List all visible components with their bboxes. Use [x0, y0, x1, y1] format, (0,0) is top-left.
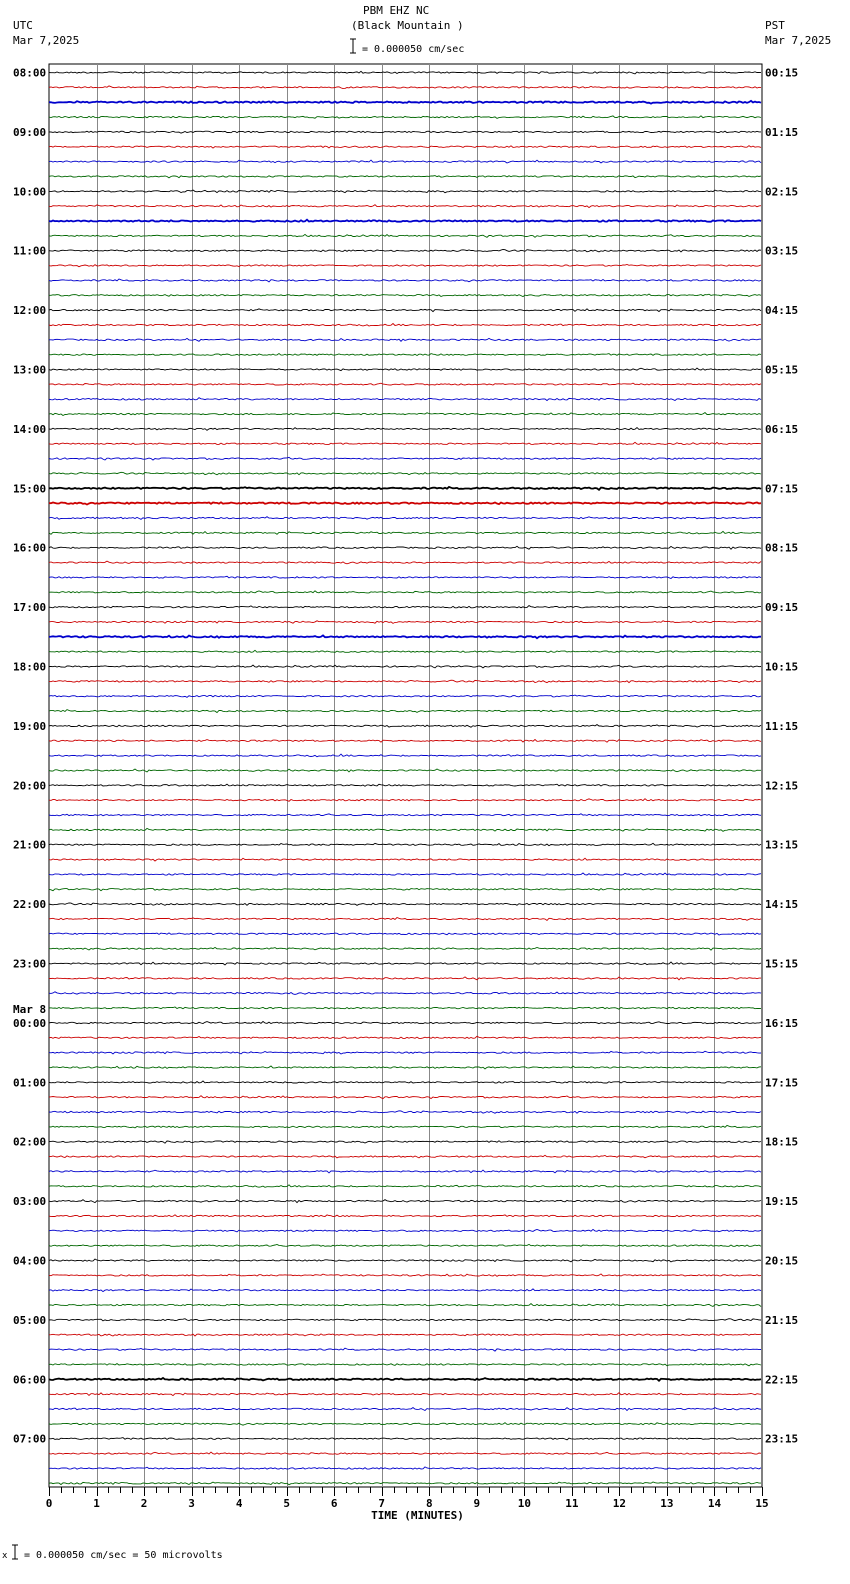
trace-line	[49, 368, 761, 371]
utc-hour-label: 20:00	[13, 779, 47, 793]
trace-line	[49, 1393, 761, 1396]
trace-line	[49, 1289, 761, 1292]
trace-line	[49, 1408, 761, 1411]
trace-line	[49, 1348, 761, 1351]
trace-line	[49, 1125, 761, 1128]
x-tick-label: 9	[473, 1497, 481, 1510]
pst-time-label: 10:15	[765, 660, 799, 674]
utc-hour-label: 09:00	[13, 125, 47, 139]
trace-line	[49, 1096, 761, 1099]
trace-line	[49, 294, 761, 297]
trace-line	[49, 843, 761, 845]
trace-line	[49, 576, 761, 578]
trace-line	[49, 1066, 761, 1069]
pst-time-label: 12:15	[765, 779, 799, 793]
right-date: Mar 7,2025	[765, 34, 832, 47]
trace-line	[49, 947, 761, 950]
trace-line	[49, 176, 761, 178]
utc-date-label: Mar 8	[13, 1002, 47, 1016]
pst-time-label: 09:15	[765, 601, 799, 615]
pst-time-label: 00:15	[765, 66, 799, 80]
trace-line	[49, 814, 761, 816]
utc-hour-label: 23:00	[13, 957, 47, 971]
trace-line	[49, 517, 761, 520]
footer-scale-text: = 0.000050 cm/sec = 50 microvolts	[24, 1550, 223, 1561]
utc-hour-label: 22:00	[13, 898, 47, 912]
utc-hour-label: 01:00	[13, 1076, 47, 1090]
trace-line	[49, 1036, 761, 1038]
trace-line	[49, 1007, 761, 1009]
trace-line	[49, 279, 761, 282]
trace-line	[49, 1022, 761, 1024]
trace-line	[49, 86, 761, 89]
utc-hour-label: 18:00	[13, 660, 47, 674]
x-tick-label: 15	[755, 1497, 769, 1510]
trace-line	[49, 487, 761, 490]
footer-prefix: x	[2, 1551, 8, 1561]
trace-line	[49, 442, 761, 444]
trace-line	[49, 1334, 761, 1336]
pst-time-label: 01:15	[765, 125, 799, 139]
trace-line	[49, 740, 761, 743]
trace-line	[49, 695, 761, 697]
trace-line	[49, 1364, 761, 1366]
trace-line	[49, 1274, 761, 1276]
x-tick-label: 5	[283, 1497, 290, 1510]
trace-line	[49, 799, 761, 802]
trace-line	[49, 621, 761, 624]
trace-line	[49, 324, 761, 327]
trace-line	[49, 338, 761, 341]
utc-hour-label: 02:00	[13, 1135, 47, 1149]
station-title: PBM EHZ NC	[363, 4, 430, 17]
pst-time-label: 02:15	[765, 185, 799, 199]
trace-line	[49, 1215, 761, 1217]
scale-text: = 0.000050 cm/sec	[362, 44, 465, 55]
trace-line	[49, 1482, 761, 1485]
x-tick-label: 1	[93, 1497, 100, 1510]
trace-line	[49, 398, 761, 401]
trace-line	[49, 309, 761, 312]
trace-line	[49, 146, 761, 148]
x-tick-label: 3	[188, 1497, 195, 1510]
trace-line	[49, 1051, 761, 1054]
trace-line	[49, 561, 761, 564]
trace-line	[49, 858, 761, 861]
x-tick-label: 7	[378, 1497, 386, 1510]
trace-line	[49, 131, 761, 133]
pst-time-label: 17:15	[765, 1076, 799, 1090]
trace-line	[49, 635, 761, 638]
x-tick-label: 0	[45, 1497, 53, 1510]
trace-line	[49, 1081, 761, 1083]
right-timezone: PST	[765, 19, 785, 32]
pst-time-label: 15:15	[765, 957, 799, 971]
trace-line	[49, 1141, 761, 1143]
left-date: Mar 7,2025	[13, 34, 80, 47]
trace-line	[49, 650, 761, 652]
pst-time-label: 03:15	[765, 244, 799, 258]
x-tick-label: 13	[660, 1497, 674, 1510]
pst-time-label: 16:15	[765, 1016, 799, 1030]
trace-line	[49, 413, 761, 416]
utc-hour-label: 12:00	[13, 304, 47, 318]
pst-time-label: 20:15	[765, 1254, 799, 1268]
trace-line	[49, 1467, 761, 1469]
pst-time-label: 07:15	[765, 482, 799, 496]
trace-line	[49, 977, 761, 980]
trace-line	[49, 1244, 761, 1246]
utc-hour-label: 04:00	[13, 1254, 47, 1268]
trace-line	[49, 1155, 761, 1158]
trace-line	[49, 531, 761, 534]
x-tick-label: 6	[330, 1497, 338, 1510]
trace-line	[49, 428, 761, 431]
trace-line	[49, 933, 761, 935]
utc-hour-label: 03:00	[13, 1195, 47, 1209]
trace-line	[49, 457, 761, 460]
utc-hour-label: 06:00	[13, 1373, 47, 1387]
trace-line	[49, 1170, 761, 1173]
x-tick-label: 8	[425, 1497, 433, 1510]
pst-time-label: 11:15	[765, 719, 799, 733]
trace-line	[49, 1200, 761, 1203]
trace-line	[49, 160, 761, 163]
trace-line	[49, 190, 761, 193]
trace-line	[49, 903, 761, 905]
x-axis-label: TIME (MINUTES)	[371, 1509, 464, 1522]
trace-line	[49, 606, 761, 608]
utc-hour-label: 21:00	[13, 838, 47, 852]
trace-line	[49, 1319, 761, 1321]
plot-frame	[49, 64, 762, 1487]
trace-line	[49, 472, 761, 474]
trace-line	[49, 710, 761, 713]
x-tick-label: 14	[707, 1497, 722, 1510]
pst-time-label: 23:15	[765, 1432, 799, 1446]
utc-hour-label: 16:00	[13, 541, 47, 555]
utc-hour-label: 07:00	[13, 1432, 47, 1446]
trace-line	[49, 502, 761, 504]
trace-line	[49, 962, 761, 965]
trace-line	[49, 1185, 761, 1188]
left-timezone: UTC	[13, 19, 33, 32]
trace-line	[49, 1423, 761, 1425]
trace-line	[49, 828, 761, 831]
pst-time-label: 04:15	[765, 304, 799, 318]
utc-hour-label: 05:00	[13, 1313, 47, 1327]
trace-line	[49, 383, 761, 385]
x-tick-label: 10	[517, 1497, 531, 1510]
trace-line	[49, 725, 761, 728]
utc-hour-label: 14:00	[13, 422, 47, 436]
trace-line	[49, 101, 761, 104]
trace-line	[49, 71, 761, 74]
utc-hour-label: 10:00	[13, 185, 47, 199]
pst-time-label: 19:15	[765, 1195, 799, 1209]
trace-line	[49, 784, 761, 786]
trace-line	[49, 1229, 761, 1232]
pst-time-label: 22:15	[765, 1373, 799, 1387]
trace-line	[49, 1259, 761, 1262]
trace-line	[49, 992, 761, 995]
trace-line	[49, 591, 761, 593]
trace-line	[49, 220, 761, 222]
trace-line	[49, 354, 761, 356]
trace-line	[49, 1378, 761, 1381]
trace-line	[49, 665, 761, 668]
pst-time-label: 21:15	[765, 1313, 799, 1327]
trace-line	[49, 754, 761, 757]
trace-line	[49, 234, 761, 237]
pst-time-label: 05:15	[765, 363, 799, 377]
utc-hour-label: 17:00	[13, 601, 47, 615]
footer-scale-bar-icon	[11, 1544, 19, 1560]
trace-line	[49, 250, 761, 252]
pst-time-label: 13:15	[765, 838, 799, 852]
utc-hour-label: 11:00	[13, 244, 47, 258]
utc-hour-label: 19:00	[13, 719, 47, 733]
trace-line	[49, 888, 761, 891]
utc-hour-label: 15:00	[13, 482, 47, 496]
trace-line	[49, 680, 761, 682]
utc-hour-label: 13:00	[13, 363, 47, 377]
x-tick-label: 12	[612, 1497, 627, 1510]
pst-time-label: 14:15	[765, 898, 799, 912]
trace-line	[49, 116, 761, 119]
trace-line	[49, 265, 761, 267]
trace-line	[49, 1452, 761, 1454]
x-tick-label: 2	[140, 1497, 148, 1510]
utc-hour-label: 00:00	[13, 1016, 47, 1030]
trace-line	[49, 205, 761, 208]
trace-line	[49, 769, 761, 772]
pst-time-label: 18:15	[765, 1135, 799, 1149]
x-tick-label: 4	[235, 1497, 243, 1510]
x-tick-label: 11	[565, 1497, 579, 1510]
trace-line	[49, 873, 761, 875]
trace-line	[49, 546, 761, 549]
utc-hour-label: 08:00	[13, 66, 47, 80]
trace-line	[49, 918, 761, 921]
trace-line	[49, 1111, 761, 1113]
station-location: (Black Mountain )	[351, 19, 464, 32]
pst-time-label: 08:15	[765, 541, 799, 555]
trace-line	[49, 1304, 761, 1307]
trace-line	[49, 1438, 761, 1440]
pst-time-label: 06:15	[765, 422, 799, 436]
